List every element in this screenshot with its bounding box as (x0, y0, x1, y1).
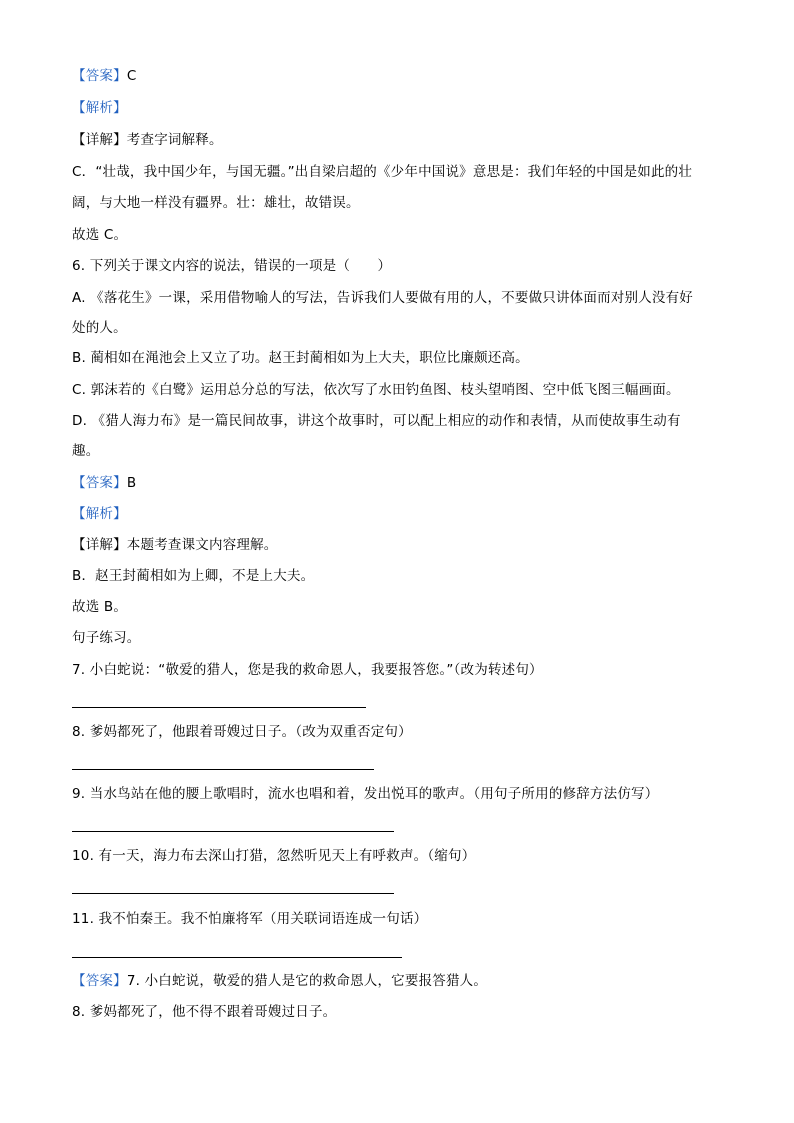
detail-line: 【详解】本题考查课文内容理解。 (72, 537, 278, 553)
answer-8-line: 8. 爹妈都死了，他不得不跟着哥嫂过日子。 (72, 1004, 337, 1020)
question-6: 6. 下列关于课文内容的说法，错误的一项是（ ） (72, 258, 392, 274)
option-a: A. 《落花生》一课，采用借物喻人的写法，告诉我们人要做有用的人，不要做只讲体面而对别人没有好 (72, 290, 693, 306)
option-c: C. 郭沫若的《白鹭》运用总分总的写法，依次写了水田钓鱼图、枝头望哨图、空中低飞图三幅画面。 (72, 382, 680, 398)
question-8: 8. 爹妈都死了，他跟着哥嫂过日子。（改为双重否定句） (72, 724, 412, 740)
paragraph-line: C．“壮哉，我中国少年，与国无疆。”出自梁启超的《少年中国说》意思是：我们年轻的中国是如此的壮 (72, 164, 693, 180)
answer-blank-8[interactable] (72, 769, 374, 770)
option-b: B. 蔺相如在渑池会上又立了功。赵王封蔺相如为上大夫，职位比廉颇还高。 (72, 350, 529, 366)
option-a-cont: 处的人。 (72, 320, 127, 336)
section-title: 句子练习。 (72, 630, 141, 646)
option-d: D. 《猎人海力布》是一篇民间故事，讲这个故事时，可以配上相应的动作和表情，从而使故事生动有 (72, 413, 681, 429)
answer-blank-11[interactable] (72, 957, 402, 958)
analysis-label: 【解析】 (72, 506, 127, 522)
choice-line: 故选 B。 (72, 599, 128, 615)
question-11: 11. 我不怕秦王。我不怕廉将军（用关联词语连成一句话） (72, 911, 428, 927)
analysis-label: 【解析】 (72, 100, 127, 116)
question-10: 10. 有一天，海力布去深山打猎，忽然听见天上有呼救声。（缩句） (72, 848, 476, 864)
answer-blank-10[interactable] (72, 893, 394, 894)
answer-line: 【答案】B (72, 475, 137, 491)
paragraph-line: 阔，与大地一样没有疆界。壮：雄壮，故错误。 (72, 195, 360, 211)
option-d-cont: 趣。 (72, 443, 100, 459)
detail-line: 【详解】考查字词解释。 (72, 132, 223, 148)
question-9: 9. 当水鸟站在他的腰上歌唱时，流水也唱和着，发出悦耳的歌声。（用句子所用的修辞方法仿写） (72, 786, 659, 802)
choice-line: 故选 C。 (72, 227, 128, 243)
answer-line: 【答案】7. 小白蛇说，敬爱的猎人是它的救命恩人，它要报答猎人。 (72, 973, 488, 989)
paragraph-line: B．赵王封蔺相如为上卿，不是上大夫。 (72, 568, 315, 584)
answer-line: 【答案】C (72, 68, 137, 84)
answer-blank-7[interactable] (72, 707, 366, 708)
question-7: 7. 小白蛇说：“敬爱的猎人，您是我的救命恩人，我要报答您。”（改为转述句） (72, 662, 543, 678)
answer-blank-9[interactable] (72, 831, 394, 832)
